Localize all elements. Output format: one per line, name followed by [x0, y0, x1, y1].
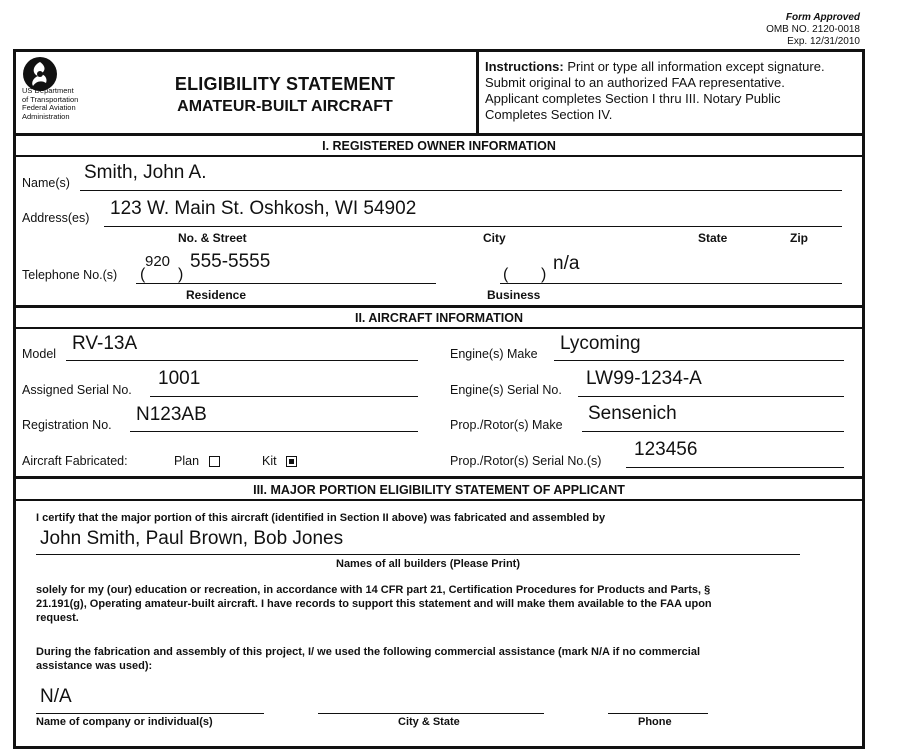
registration-label: Registration No. — [22, 418, 112, 432]
assigned-serial-field[interactable]: 1001 — [158, 368, 201, 389]
kit-checkbox[interactable] — [286, 456, 297, 467]
engine-make-underline — [554, 360, 844, 361]
telephone-label: Telephone No.(s) — [22, 268, 118, 282]
engine-serial-field[interactable]: LW99-1234-A — [586, 368, 702, 389]
section2-bottom-rule — [14, 327, 864, 329]
prop-serial-label: Prop./Rotor(s) Serial No.(s) — [450, 454, 602, 468]
instructions-block: Instructions: Print or type all information except signature. Submit original to an authorized FAA representative. Applicant completes Section I thru III. Notary Public Completes Section IV. — [485, 59, 825, 122]
during-paragraph: During the fabrication and assembly of this project, I/ we used the following commercial assistance (mark N/A if no commercial assistance was used): — [36, 646, 701, 672]
address-label: Address(es) — [22, 211, 90, 225]
company-underline — [36, 713, 264, 714]
state-sublabel: State — [698, 231, 728, 245]
plan-label: Plan — [174, 454, 200, 468]
business-phone-field[interactable]: n/a — [553, 253, 580, 274]
prop-make-underline — [582, 431, 844, 432]
name-field[interactable]: Smith, John A. — [84, 162, 207, 183]
engine-make-field[interactable]: Lycoming — [560, 333, 641, 354]
city-state-underline — [318, 713, 544, 714]
street-sublabel: No. & Street — [178, 231, 247, 245]
city-state-column-label: City & State — [398, 716, 460, 728]
prop-make-field[interactable]: Sensenich — [588, 403, 677, 424]
residence-paren-open: ( — [140, 266, 146, 283]
section2-top-rule — [14, 305, 864, 308]
section3-heading: III. MAJOR PORTION ELIGIBILITY STATEMENT OF APPLICANT — [253, 483, 625, 497]
expiration-date: Exp. 12/31/2010 — [787, 36, 860, 47]
fabricated-label: Aircraft Fabricated: — [22, 454, 128, 468]
form-title: ELIGIBILITY STATEMENT — [174, 74, 396, 94]
engine-serial-underline — [578, 396, 844, 397]
residence-paren-close: ) — [178, 266, 184, 283]
solely-paragraph: solely for my (our) education or recreation, in accordance with 14 CFR part 21, Certification Procedures for Products and Parts, § 21.191(g), Operating amateur-built aircraft. I have records to support this statement and will make them available to the FAA upon request. — [36, 584, 712, 624]
prop-serial-field[interactable]: 123456 — [634, 439, 698, 460]
builders-field[interactable]: John Smith, Paul Brown, Bob Jones — [40, 528, 344, 549]
form-subtitle: AMATEUR-BUILT AIRCRAFT — [177, 98, 393, 115]
residence-phone-field[interactable]: 555-5555 — [190, 251, 271, 272]
address-field[interactable]: 123 W. Main St. Oshkosh, WI 54902 — [110, 198, 417, 219]
registration-field[interactable]: N123AB — [136, 404, 207, 425]
section1-top-rule — [14, 133, 864, 136]
section1-heading: I. REGISTERED OWNER INFORMATION — [322, 139, 556, 153]
section3-top-rule — [14, 476, 864, 479]
plan-checkbox[interactable] — [209, 456, 220, 467]
address-underline — [104, 226, 842, 227]
plan-option — [174, 454, 220, 468]
residence-area-code[interactable]: 920 — [145, 253, 171, 270]
form-approval-block — [766, 12, 860, 48]
section2-heading: II. AIRCRAFT INFORMATION — [354, 311, 524, 325]
registration-underline — [130, 431, 418, 432]
residence-sublabel: Residence — [186, 288, 247, 302]
model-field[interactable]: RV-13A — [72, 333, 138, 354]
business-paren-close: ) — [541, 266, 547, 283]
assigned-serial-underline — [150, 396, 418, 397]
zip-sublabel: Zip — [790, 231, 808, 245]
omb-number: OMB NO. 2120-0018 — [766, 24, 860, 35]
engine-serial-label: Engine(s) Serial No. — [450, 383, 562, 397]
business-underline — [500, 283, 842, 284]
department-name: US Department of Transportation Federal Aviation Administration — [22, 86, 79, 121]
section3-bottom-rule — [14, 499, 864, 501]
header-divider — [476, 50, 479, 134]
builders-sublabel: Names of all builders (Please Print) — [336, 558, 521, 570]
model-underline — [66, 360, 418, 361]
prop-make-label: Prop./Rotor(s) Make — [450, 418, 563, 432]
certify-text: I certify that the major portion of this aircraft (identified in Section II above) was fabricated and assembled by — [36, 512, 606, 524]
engine-make-label: Engine(s) Make — [450, 347, 538, 361]
section1-bottom-rule — [14, 155, 864, 157]
kit-option — [262, 454, 297, 468]
form-frame — [13, 49, 865, 749]
kit-label: Kit — [262, 454, 277, 468]
name-label: Name(s) — [22, 176, 70, 190]
assigned-serial-label: Assigned Serial No. — [22, 383, 132, 397]
company-column-label: Name of company or individual(s) — [36, 716, 213, 728]
business-paren-open: ( — [503, 266, 509, 283]
city-sublabel: City — [483, 231, 506, 245]
builders-underline — [36, 554, 800, 555]
business-sublabel: Business — [487, 288, 541, 302]
name-underline — [80, 190, 842, 191]
instructions-label: Instructions: — [485, 59, 564, 74]
assistance-company-field[interactable]: N/A — [40, 686, 72, 707]
phone-underline — [608, 713, 708, 714]
phone-column-label: Phone — [638, 716, 672, 728]
form-approved-text: Form Approved — [785, 12, 860, 23]
prop-serial-underline — [626, 467, 844, 468]
residence-underline — [136, 283, 436, 284]
model-label: Model — [22, 347, 57, 361]
